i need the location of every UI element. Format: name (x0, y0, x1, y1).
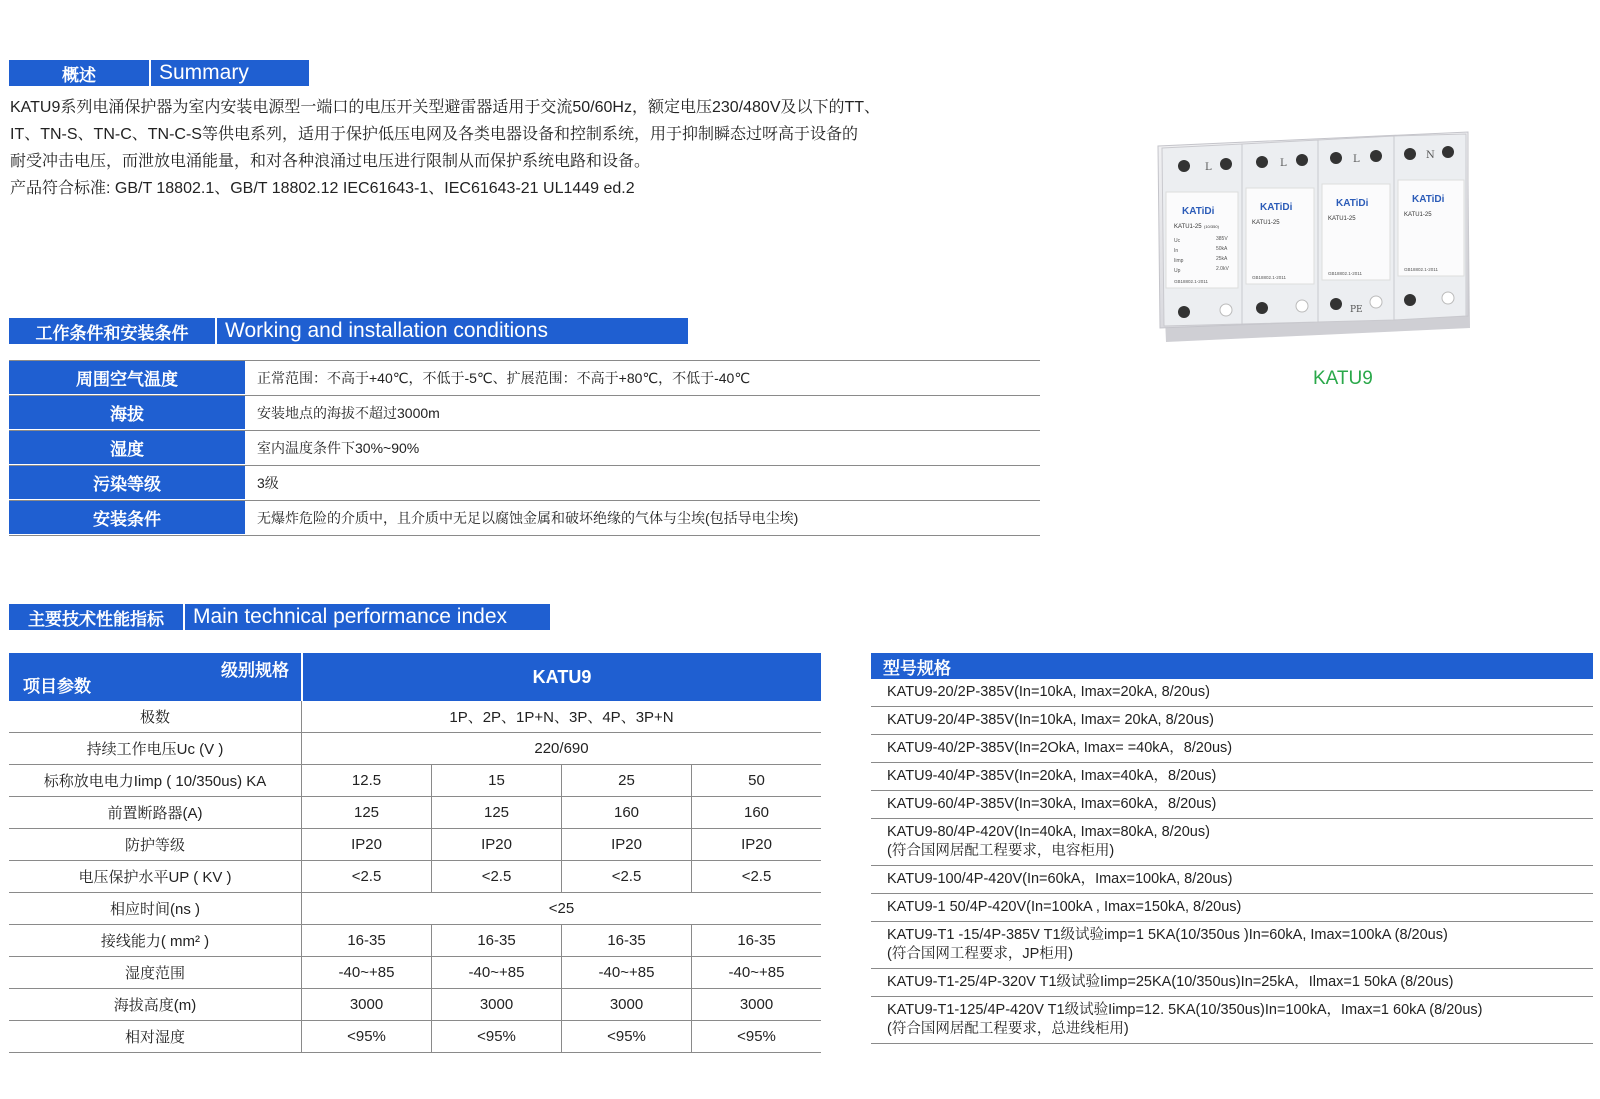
list-item (871, 763, 1593, 791)
table-row (9, 701, 821, 733)
conditions-title-en: Working and installation conditions (217, 318, 688, 344)
table-row (9, 797, 821, 829)
param-cell: <95% (302, 1021, 432, 1052)
param-cell: 125 (302, 797, 432, 828)
table-row (9, 957, 821, 989)
param-cell: <95% (737, 1028, 776, 1045)
condition-value: 无爆炸危险的介质中，且介质中无足以腐蚀金属和破坏绝缘的气体与尘埃(包括导电尘埃) (257, 510, 799, 526)
svg-text:KATU1-25: KATU1-25 (1404, 212, 1432, 218)
condition-key: 污染等级 (9, 466, 245, 500)
condition-value: 室内温度条件下30%~90% (257, 440, 420, 456)
param-cell: 12.5 (302, 765, 432, 796)
header-model: KATU9 (303, 653, 821, 701)
param-cell: IP20 (741, 836, 772, 853)
param-key: 湿度范围 (9, 957, 302, 988)
svg-text:L: L (1353, 154, 1360, 165)
param-key: 防护等级 (9, 829, 302, 860)
table-row (9, 1021, 821, 1053)
module-3 (1318, 136, 1394, 322)
table-row (9, 361, 1040, 396)
param-cell: 125 (432, 797, 562, 828)
param-key: 相对湿度 (9, 1021, 302, 1052)
brand-logo: KATiDi (1182, 206, 1215, 217)
condition-key: 湿度 (9, 431, 245, 465)
svg-text:In: In (1174, 248, 1179, 254)
param-value: 1P、2P、1P+N、3P、4P、3P+N (449, 709, 674, 726)
tech-header (9, 604, 550, 630)
header-grade: 级别规格 (221, 661, 289, 680)
param-cell: <2.5 (302, 861, 432, 892)
summary-title-cn: 概述 (9, 60, 149, 86)
conditions-title-cn: 工作条件和安装条件 (9, 318, 215, 344)
svg-text:KATU1-25: KATU1-25 (1252, 220, 1280, 226)
param-cell: 3000 (562, 989, 692, 1020)
spec-line: KATU9-1 50/4P-420V(In=100kA , Imax=150kA, 8/20us) (887, 899, 1242, 915)
summary-title-en: Summary (151, 60, 309, 86)
param-cell: <95% (562, 1021, 692, 1052)
table-row (9, 861, 821, 893)
param-cell: 15 (432, 765, 562, 796)
param-cell: IP20 (562, 829, 692, 860)
table-row (9, 396, 1040, 431)
condition-key: 安装条件 (9, 501, 245, 535)
table-row (9, 765, 821, 797)
module-4 (1394, 134, 1466, 320)
table-row (9, 733, 821, 765)
param-cell: 50 (748, 772, 765, 789)
condition-value: 正常范围：不高于+40℃，不低于-5℃、扩展范围：不高于+80℃，不低于-40℃ (257, 370, 751, 386)
pe-label: PE (1350, 305, 1363, 315)
param-cell: -40~+85 (432, 957, 562, 988)
param-cell: IP20 (302, 829, 432, 860)
param-value: <25 (548, 900, 575, 917)
summary-line: KATU9系列电涌保护器为室内安装电源型一端口的电压开关型避雷器适用于交流50/60Hz，额定电压230/480V及以下的TT、 (10, 99, 881, 116)
param-cell: -40~+85 (728, 964, 785, 981)
table-row (9, 925, 821, 957)
param-cell: -40~+85 (562, 957, 692, 988)
spec-line: KATU9-40/2P-385V(In=2OkA, Imax= =40kA，8/20us) (887, 740, 1233, 756)
tech-table-header (9, 653, 821, 701)
svg-text:GB18802.1-2011: GB18802.1-2011 (1252, 275, 1286, 280)
spec-note: (符合国网居配工程要求，电容柜用) (887, 843, 1115, 859)
spec-note: (符合国网居配工程要求，总进线柜用) (887, 1021, 1129, 1037)
spec-line: KATU9-80/4P-420V(In=40kA, Imax=80kA, 8/20us) (887, 824, 1210, 840)
svg-text:GB18802.1-2011: GB18802.1-2011 (1404, 267, 1438, 272)
tech-table (9, 653, 821, 1053)
spec-line: KATU9-T1-125/4P-420V T1级试验Iimp=12. 5KA(10/350us)In=100kA，Imax=1 60kA (8/20us) (887, 1002, 1483, 1018)
param-value: 220/690 (534, 740, 589, 757)
tech-header-diagonal (9, 653, 301, 701)
model-spec-title: 型号规格 (871, 653, 1593, 679)
param-key: 电压保护水平UP ( KV ) (9, 861, 302, 892)
terminal-label: L (1205, 162, 1212, 173)
svg-text:2.0kV: 2.0kV (1216, 266, 1229, 272)
param-cell: 3000 (302, 989, 432, 1020)
param-cell: 16-35 (302, 925, 432, 956)
param-cell: 16-35 (562, 925, 692, 956)
svg-text:Uc: Uc (1174, 238, 1181, 244)
param-key: 标称放电电力Iimp ( 10/350us) KA (9, 765, 302, 796)
list-item (871, 997, 1593, 1044)
tech-title-cn: 主要技术性能指标 (9, 604, 183, 630)
list-item (871, 922, 1593, 969)
param-cell: 160 (743, 804, 770, 821)
condition-key: 海拔 (9, 396, 245, 430)
svg-text:Iimp: Iimp (1174, 258, 1184, 264)
param-key: 极数 (9, 701, 302, 732)
param-key: 持续工作电压Uc (V ) (9, 733, 302, 764)
param-key: 海拔高度(m) (9, 989, 302, 1020)
svg-text:KATiDi: KATiDi (1336, 198, 1369, 209)
condition-value: 安装地点的海拔不超过3000m (257, 405, 440, 421)
table-row (9, 893, 821, 925)
module-sub: (10/350) (1204, 224, 1219, 229)
spec-line: KATU9-T1-25/4P-320V T1级试验Iimp=25KA(10/350us)In=25kA，Ilmax=1 50kA (8/20us) (887, 974, 1454, 990)
list-item (871, 707, 1593, 735)
svg-text:25kA: 25kA (1216, 256, 1228, 262)
param-cell: 160 (562, 797, 692, 828)
spec-line: KATU9-100/4P-420V(In=60kA，Imax=100kA, 8/20us) (887, 871, 1233, 887)
param-cell: <2.5 (562, 861, 692, 892)
spec-line: KATU9-T1 -15/4P-385V T1级试验imp=1 5KA(10/350us )In=60kA, Imax=100kA (8/20us) (887, 927, 1448, 943)
svg-text:50kA: 50kA (1216, 246, 1228, 252)
module-1 (1162, 144, 1242, 326)
condition-value: 3级 (257, 475, 279, 491)
summary-standards: 产品符合标准: GB/T 18802.1、GB/T 18802.12 IEC61643-1、IEC61643-21 UL1449 ed.2 (10, 180, 635, 197)
summary-line: 耐受冲击电压，而泄放电涌能量，和对各种浪涌过电压进行限制从而保护系统电路和设备。 (10, 153, 651, 170)
svg-text:KATiDi: KATiDi (1412, 194, 1445, 205)
param-cell: 3000 (739, 996, 774, 1013)
list-item (871, 679, 1593, 707)
table-row (9, 829, 821, 861)
param-cell: <95% (432, 1021, 562, 1052)
table-row (9, 989, 821, 1021)
table-row (9, 431, 1040, 466)
module-standard: GB18802.1-2011 (1174, 279, 1208, 284)
condition-key: 周围空气温度 (9, 361, 245, 395)
list-item (871, 866, 1593, 894)
model-spec-list (871, 653, 1593, 1044)
param-key: 相应时间(ns ) (9, 893, 302, 924)
svg-text:385V: 385V (1216, 236, 1228, 242)
summary-line: IT、TN-S、TN-C、TN-C-S等供电系列，适用于保护低压电网及各类电器设备和控制系统，用于抑制瞬态过呀高于设备的 (10, 126, 858, 143)
table-row (9, 466, 1040, 501)
svg-text:L: L (1280, 158, 1287, 169)
svg-text:N: N (1426, 150, 1435, 161)
param-cell: 3000 (432, 989, 562, 1020)
param-cell: <2.5 (432, 861, 562, 892)
list-item (871, 819, 1593, 866)
spec-line: KATU9-20/2P-385V(In=10kA, Imax=20kA, 8/20us) (887, 684, 1210, 700)
param-cell: 16-35 (737, 932, 776, 949)
list-item (871, 894, 1593, 922)
svg-text:KATiDi: KATiDi (1260, 202, 1293, 213)
param-key: 接线能力( mm² ) (9, 925, 302, 956)
list-item (871, 969, 1593, 997)
summary-header (9, 60, 309, 86)
param-cell: 16-35 (432, 925, 562, 956)
conditions-table (9, 361, 1040, 536)
conditions-header (9, 318, 688, 344)
product-label: KATU9 (1313, 368, 1373, 389)
param-cell: <2.5 (741, 868, 772, 885)
table-row (9, 501, 1040, 536)
svg-text:Up: Up (1174, 268, 1181, 274)
param-cell: -40~+85 (302, 957, 432, 988)
svg-text:KATU1-25: KATU1-25 (1328, 216, 1356, 222)
header-param: 项目参数 (23, 677, 91, 696)
spec-line: KATU9-60/4P-385V(In=30kA, Imax=60kA，8/20us) (887, 796, 1217, 812)
svg-text:GB18802.1-2011: GB18802.1-2011 (1328, 271, 1362, 276)
spec-line: KATU9-40/4P-385V(In=20kA, Imax=40kA，8/20us) (887, 768, 1217, 784)
spec-line: KATU9-20/4P-385V(In=10kA, Imax= 20kA, 8/20us) (887, 712, 1214, 728)
list-item (871, 791, 1593, 819)
summary-text (10, 94, 1050, 202)
param-cell: 25 (562, 765, 692, 796)
param-cell: IP20 (432, 829, 562, 860)
product-image (1150, 128, 1478, 348)
spec-note: (符合国网工程要求，JP柜用) (887, 946, 1074, 962)
list-item (871, 735, 1593, 763)
module-model: KATU1-25 (1174, 224, 1202, 230)
module-2 (1242, 140, 1318, 324)
param-key: 前置断路器(A) (9, 797, 302, 828)
tech-title-en: Main technical performance index (185, 604, 550, 630)
